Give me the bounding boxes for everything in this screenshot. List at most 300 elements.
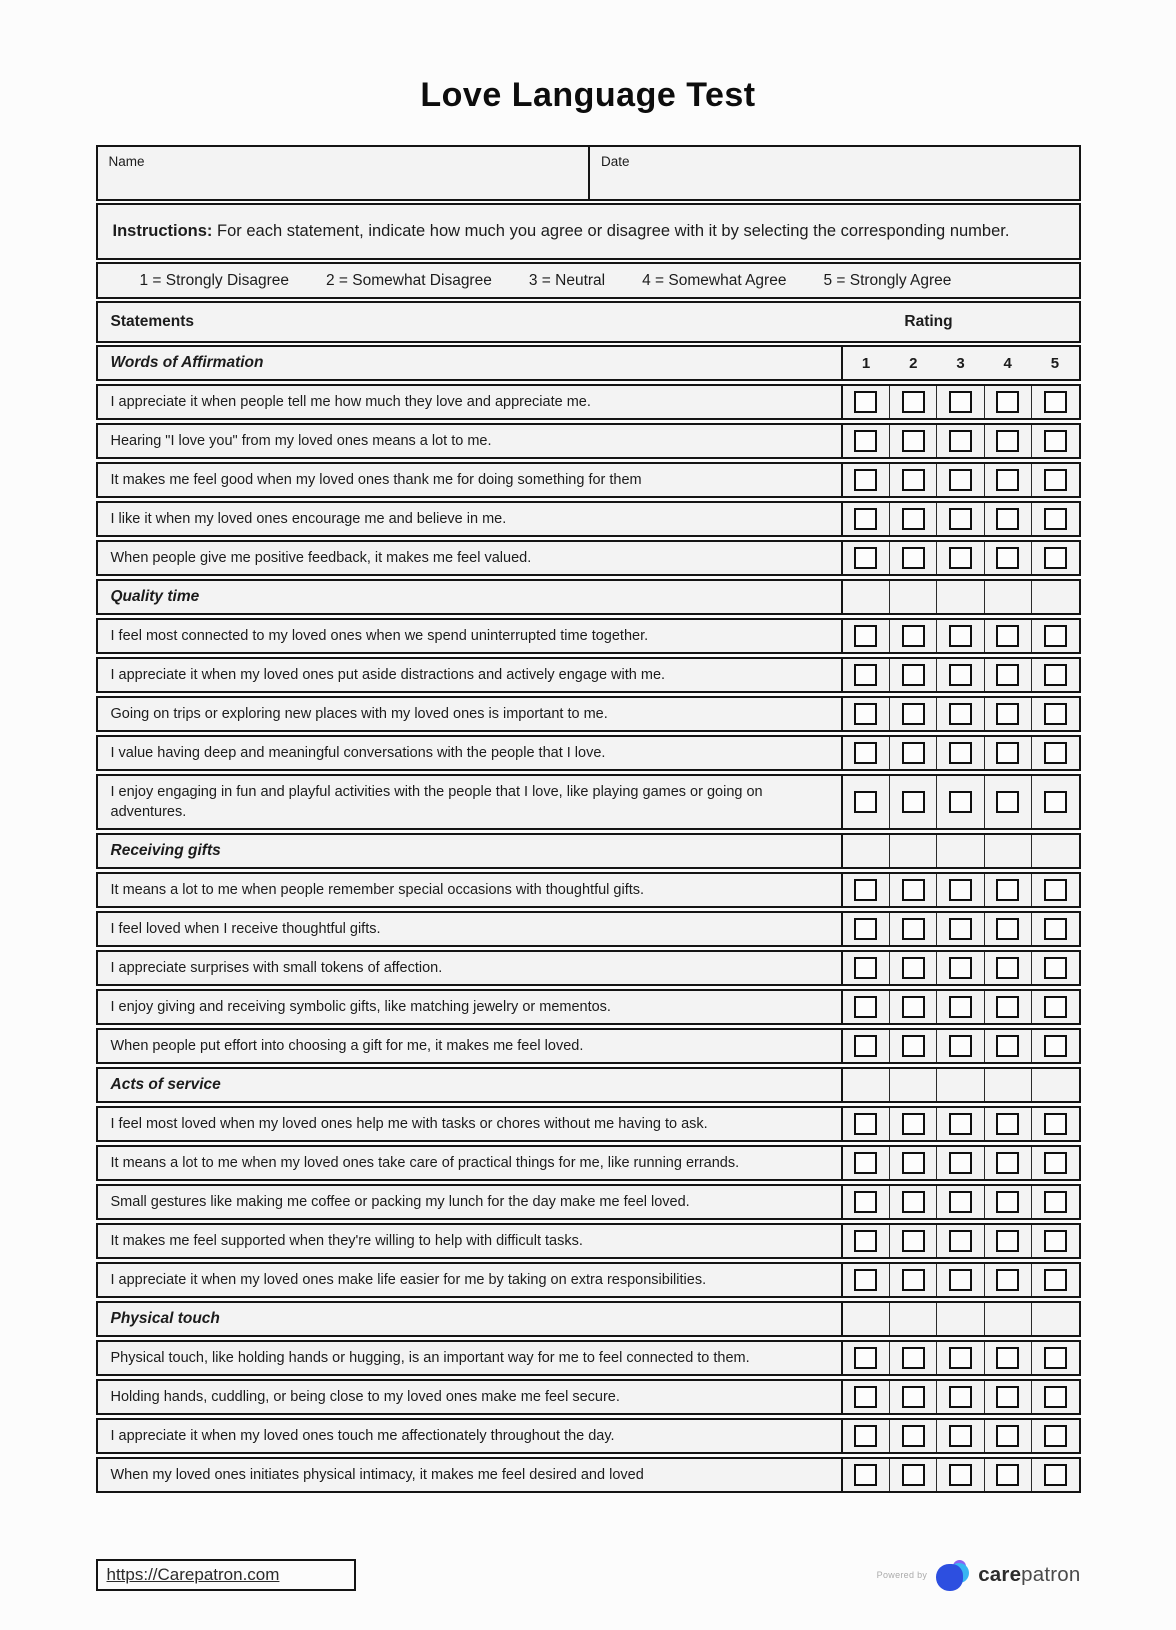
scale-legend [96, 262, 1081, 299]
rating-checkbox[interactable] [854, 1347, 877, 1369]
rating-cell-2 [889, 620, 936, 652]
rating-cell-2 [889, 1420, 936, 1452]
rating-checkbox[interactable] [1044, 1386, 1067, 1408]
rating-checkbox[interactable] [1044, 1152, 1067, 1174]
rating-cell-1 [843, 503, 889, 535]
rating-checkbox[interactable] [854, 508, 877, 530]
rating-cell-5 [1031, 425, 1078, 457]
statement-label: I feel loved when I receive thoughtful gifts. [110, 921, 381, 937]
empty-rating-cell [1031, 581, 1078, 613]
rating-checkbox[interactable] [854, 1425, 877, 1447]
rating-cell-1 [843, 1381, 889, 1413]
rating-cells [841, 1342, 1079, 1374]
rating-checkbox[interactable] [949, 1035, 972, 1057]
statement-text [98, 991, 841, 1023]
statement-row [96, 911, 1081, 947]
rating-checkbox[interactable] [1044, 1425, 1067, 1447]
statement-text [98, 698, 841, 730]
section-row [96, 833, 1081, 869]
rating-checkbox[interactable] [996, 1152, 1019, 1174]
rating-cell-2 [889, 1342, 936, 1374]
rating-checkbox[interactable] [996, 1347, 1019, 1369]
statement-row [96, 1028, 1081, 1064]
rating-cell-3 [936, 1186, 983, 1218]
scale-legend-item: 3 = Neutral [528, 271, 606, 289]
rating-checkbox[interactable] [949, 508, 972, 530]
rating-checkbox[interactable] [1044, 1464, 1067, 1486]
rating-checkbox[interactable] [902, 996, 925, 1018]
rating-checkbox[interactable] [949, 996, 972, 1018]
rating-checkbox[interactable] [902, 703, 925, 725]
name-field[interactable] [98, 147, 589, 199]
rating-cell-3 [936, 386, 983, 418]
rating-checkbox[interactable] [949, 742, 972, 764]
date-field[interactable] [588, 147, 1079, 199]
statement-text [98, 659, 841, 691]
rating-checkbox[interactable] [1044, 791, 1067, 813]
rating-checkbox[interactable] [854, 547, 877, 569]
rating-checkbox[interactable] [902, 742, 925, 764]
rating-cell-2 [889, 1147, 936, 1179]
rating-cell-4 [984, 542, 1031, 574]
rating-checkbox[interactable] [1044, 1035, 1067, 1057]
rating-cell-4 [984, 1186, 1031, 1218]
rating-cell-5 [1031, 542, 1078, 574]
rating-checkbox[interactable] [854, 664, 877, 686]
rating-cell-4 [984, 1264, 1031, 1296]
statement-row [96, 1262, 1081, 1298]
rating-checkbox[interactable] [854, 742, 877, 764]
rating-checkbox[interactable] [996, 1269, 1019, 1291]
rating-checkbox[interactable] [902, 430, 925, 452]
empty-rating-cell [889, 835, 936, 867]
rating-cell-1 [843, 991, 889, 1023]
empty-rating-cell [843, 1069, 889, 1101]
rating-cell-3 [936, 1030, 983, 1062]
rating-cell-4 [984, 1459, 1031, 1491]
rating-cell-2 [889, 737, 936, 769]
statement-text [98, 464, 841, 496]
rating-checkbox[interactable] [949, 1113, 972, 1135]
statement-text [98, 1459, 841, 1491]
rating-cells [841, 1108, 1079, 1140]
rating-cell-2 [889, 1225, 936, 1257]
rating-checkbox[interactable] [902, 1191, 925, 1213]
section-title: Words of Affirmation [110, 354, 264, 371]
rating-cell-3 [936, 1420, 983, 1452]
rating-cell-4 [984, 1381, 1031, 1413]
rating-checkbox[interactable] [1044, 703, 1067, 725]
rating-cell-5 [1031, 737, 1078, 769]
statement-text [98, 1108, 841, 1140]
statement-label: Going on trips or exploring new places with my loved ones is important to me. [110, 706, 608, 722]
rating-checkbox[interactable] [854, 391, 877, 413]
statement-row [96, 1340, 1081, 1376]
statement-row [96, 989, 1081, 1025]
rating-checkbox[interactable] [902, 1113, 925, 1135]
statement-label: I appreciate it when my loved ones touch me affectionately throughout the day. [110, 1428, 615, 1444]
rating-numbers-strip [841, 347, 1079, 379]
rating-cell-5 [1031, 1186, 1078, 1218]
rating-cell-4 [984, 464, 1031, 496]
rating-checkbox[interactable] [996, 918, 1019, 940]
rating-checkbox[interactable] [902, 791, 925, 813]
rating-cell-1 [843, 874, 889, 906]
rating-checkbox[interactable] [996, 879, 1019, 901]
statement-label: Hearing "I love you" from my loved ones means a lot to me. [110, 433, 492, 449]
statement-row [96, 618, 1081, 654]
rating-cell-4 [984, 503, 1031, 535]
rating-cell-1 [843, 1342, 889, 1374]
rating-cells [841, 913, 1079, 945]
rating-checkbox[interactable] [996, 625, 1019, 647]
rating-checkbox[interactable] [949, 879, 972, 901]
empty-rating-cell [843, 581, 889, 613]
rating-checkbox[interactable] [949, 664, 972, 686]
rating-level-label: 3 [956, 354, 965, 372]
rating-checkbox[interactable] [902, 1386, 925, 1408]
rating-checkbox[interactable] [854, 1386, 877, 1408]
rating-cells [841, 620, 1079, 652]
rating-checkbox[interactable] [1044, 430, 1067, 452]
rating-cells [841, 1459, 1079, 1491]
date-label: Date [601, 154, 630, 169]
statement-label: Holding hands, cuddling, or being close to my loved ones make me feel secure. [110, 1389, 620, 1405]
carepatron-wordmark [978, 1563, 1080, 1587]
rating-cell-4 [984, 1420, 1031, 1452]
rating-cell-1 [843, 1186, 889, 1218]
rating-checkbox[interactable] [949, 1191, 972, 1213]
rating-checkbox[interactable] [949, 1386, 972, 1408]
empty-rating-cell [1031, 835, 1078, 867]
rating-checkbox[interactable] [854, 996, 877, 1018]
rating-checkbox[interactable] [996, 1113, 1019, 1135]
rating-checkbox[interactable] [949, 391, 972, 413]
rating-checkbox[interactable] [996, 1035, 1019, 1057]
rating-checkbox[interactable] [996, 1464, 1019, 1486]
empty-rating-cell [936, 581, 983, 613]
rating-checkbox[interactable] [854, 430, 877, 452]
rating-checkbox[interactable] [949, 1269, 972, 1291]
rating-cell-5 [1031, 874, 1078, 906]
rating-checkbox[interactable] [902, 1152, 925, 1174]
rating-checkbox[interactable] [902, 508, 925, 530]
statement-row [96, 1106, 1081, 1142]
rating-cell-1 [843, 386, 889, 418]
rating-checkbox[interactable] [902, 547, 925, 569]
rating-cell-3 [936, 698, 983, 730]
rating-cell-3 [936, 991, 983, 1023]
name-label: Name [108, 154, 145, 169]
rating-checkbox[interactable] [854, 703, 877, 725]
name-date-row [96, 145, 1081, 201]
rating-checkbox[interactable] [1044, 879, 1067, 901]
rating-checkbox[interactable] [902, 1035, 925, 1057]
rating-cell-1 [843, 1030, 889, 1062]
rating-checkbox[interactable] [949, 1464, 972, 1486]
rating-cells [841, 1030, 1079, 1062]
rating-cell-3 [936, 776, 983, 828]
rating-checkbox[interactable] [854, 791, 877, 813]
rating-checkbox[interactable] [902, 1347, 925, 1369]
statement-row [96, 423, 1081, 459]
rating-cell-3 [936, 874, 983, 906]
statement-text [98, 425, 841, 457]
statement-label: It means a lot to me when people remember special occasions with thoughtful gifts. [110, 882, 645, 898]
rating-checkbox[interactable] [996, 508, 1019, 530]
rating-cell-3 [936, 952, 983, 984]
statement-label: I value having deep and meaningful conversations with the people that I love. [110, 745, 606, 761]
rating-checkbox[interactable] [949, 625, 972, 647]
empty-rating-cell [984, 1069, 1031, 1101]
rating-cell-2 [889, 874, 936, 906]
rating-checkbox[interactable] [1044, 996, 1067, 1018]
rating-cell-2 [889, 1108, 936, 1140]
statement-label: I appreciate it when people tell me how much they love and appreciate me. [110, 394, 591, 410]
rating-checkbox[interactable] [854, 1464, 877, 1486]
statement-text [98, 1147, 841, 1179]
rating-cell-2 [889, 776, 936, 828]
table-header-row [96, 301, 1081, 343]
rating-cells [841, 1147, 1079, 1179]
rating-cell-4 [984, 991, 1031, 1023]
rating-checkbox[interactable] [996, 957, 1019, 979]
empty-rating-cell [936, 835, 983, 867]
rating-checkbox[interactable] [949, 1152, 972, 1174]
rating-cells [841, 542, 1079, 574]
rating-cell-5 [1031, 1342, 1078, 1374]
rating-cells [841, 464, 1079, 496]
rating-cell-2 [889, 1186, 936, 1218]
section-title: Acts of service [110, 1076, 221, 1093]
section-title: Quality time [110, 588, 200, 605]
rating-cell-5 [1031, 1225, 1078, 1257]
rating-cell-5 [1031, 1381, 1078, 1413]
rating-cell-4 [984, 1225, 1031, 1257]
rating-checkbox[interactable] [996, 1191, 1019, 1213]
rating-cell-3 [936, 737, 983, 769]
rating-checkbox[interactable] [949, 1425, 972, 1447]
rating-cell-4 [984, 659, 1031, 691]
rating-checkbox[interactable] [1044, 469, 1067, 491]
rating-checkbox[interactable] [949, 1230, 972, 1252]
rating-checkbox[interactable] [854, 1269, 877, 1291]
rating-cells [841, 991, 1079, 1023]
rating-cell-1 [843, 952, 889, 984]
statement-label: I enjoy giving and receiving symbolic gifts, like matching jewelry or mementos. [110, 999, 611, 1015]
statement-text [98, 1264, 841, 1296]
rating-checkbox[interactable] [996, 703, 1019, 725]
form-body [96, 145, 1081, 1591]
statement-text [98, 542, 841, 574]
empty-rating-cell [936, 1069, 983, 1101]
rating-cell-3 [936, 464, 983, 496]
rating-checkbox[interactable] [1044, 1230, 1067, 1252]
rating-cell-2 [889, 913, 936, 945]
rating-checkbox[interactable] [996, 391, 1019, 413]
empty-rating-cell [889, 1069, 936, 1101]
rating-cells [841, 698, 1079, 730]
empty-rating-cell [936, 1303, 983, 1335]
rating-cell-1 [843, 1147, 889, 1179]
rating-checkbox[interactable] [949, 703, 972, 725]
rating-checkbox[interactable] [1044, 664, 1067, 686]
statement-text [98, 620, 841, 652]
rating-cell-2 [889, 1264, 936, 1296]
rating-checkbox[interactable] [1044, 1269, 1067, 1291]
rating-level-label: 5 [1050, 354, 1060, 372]
rating-cell-5 [1031, 1108, 1078, 1140]
statement-label: I enjoy engaging in fun and playful activities with the people that I love, like playing games or going on adventures. [110, 784, 763, 820]
rating-checkbox[interactable] [949, 918, 972, 940]
rating-cell-4 [984, 1342, 1031, 1374]
rating-checkbox[interactable] [854, 469, 877, 491]
rating-checkbox[interactable] [1044, 1191, 1067, 1213]
rating-checkbox[interactable] [902, 918, 925, 940]
rating-cell-1 [843, 913, 889, 945]
empty-rating-cell [889, 581, 936, 613]
rating-checkbox[interactable] [949, 469, 972, 491]
statement-row [96, 540, 1081, 576]
rating-cell-5 [1031, 503, 1078, 535]
rating-cell-2 [889, 952, 936, 984]
empty-rating-cell [984, 1303, 1031, 1335]
statement-text [98, 1381, 841, 1413]
rating-checkbox[interactable] [1044, 742, 1067, 764]
rating-checkbox[interactable] [902, 957, 925, 979]
rating-checkbox[interactable] [902, 469, 925, 491]
rating-checkbox[interactable] [902, 1464, 925, 1486]
rating-cells [841, 874, 1079, 906]
rating-cell-1 [843, 464, 889, 496]
rating-cell-5 [1031, 952, 1078, 984]
statement-text [98, 1420, 841, 1452]
rating-checkbox[interactable] [902, 391, 925, 413]
rating-cell-1 [843, 425, 889, 457]
rating-checkbox[interactable] [996, 742, 1019, 764]
carepatron-link[interactable]: https://Carepatron.com [106, 1565, 280, 1584]
statements-table [96, 345, 1081, 1493]
rating-checkbox[interactable] [854, 1035, 877, 1057]
statement-text [98, 1030, 841, 1062]
rating-checkbox[interactable] [949, 547, 972, 569]
rating-checkbox[interactable] [1044, 957, 1067, 979]
rating-checkbox[interactable] [1044, 1113, 1067, 1135]
footer [96, 1559, 1081, 1591]
statement-text [98, 1186, 841, 1218]
statement-row [96, 872, 1081, 908]
rating-cell-2 [889, 464, 936, 496]
rating-checkbox[interactable] [902, 879, 925, 901]
rating-cell-3 [936, 1381, 983, 1413]
rating-cell-4 [984, 776, 1031, 828]
rating-checkbox[interactable] [996, 469, 1019, 491]
rating-checkbox[interactable] [949, 957, 972, 979]
statement-row [96, 501, 1081, 537]
rating-checkbox[interactable] [1044, 391, 1067, 413]
rating-checkbox[interactable] [854, 957, 877, 979]
rating-checkbox[interactable] [1044, 508, 1067, 530]
statement-text [98, 503, 841, 535]
rating-checkbox[interactable] [949, 1347, 972, 1369]
rating-checkbox[interactable] [902, 664, 925, 686]
rating-cell-5 [1031, 1147, 1078, 1179]
statement-row [96, 384, 1081, 420]
rating-checkbox[interactable] [1044, 547, 1067, 569]
rating-checkbox[interactable] [1044, 1347, 1067, 1369]
rating-cell-3 [936, 1225, 983, 1257]
empty-rating-cell [1031, 1069, 1078, 1101]
rating-checkbox[interactable] [902, 1425, 925, 1447]
rating-checkbox[interactable] [996, 791, 1019, 813]
rating-checkbox[interactable] [996, 664, 1019, 686]
rating-checkbox[interactable] [949, 430, 972, 452]
rating-checkbox[interactable] [854, 1191, 877, 1213]
rating-checkbox[interactable] [854, 879, 877, 901]
rating-cell-3 [936, 425, 983, 457]
rating-cells [841, 503, 1079, 535]
rating-checkbox[interactable] [949, 791, 972, 813]
rating-cell-4 [984, 737, 1031, 769]
rating-cell-4 [984, 913, 1031, 945]
rating-checkbox[interactable] [1044, 918, 1067, 940]
statement-label: I feel most loved when my loved ones help me with tasks or chores without me having to ask. [110, 1116, 708, 1132]
rating-cell-2 [889, 1030, 936, 1062]
rating-cells [841, 1225, 1079, 1257]
rating-checkbox[interactable] [996, 1425, 1019, 1447]
rating-checkbox[interactable] [854, 1113, 877, 1135]
rating-cell-1 [843, 776, 889, 828]
rating-cells [841, 1381, 1079, 1413]
rating-checkbox[interactable] [996, 1230, 1019, 1252]
rating-checkbox[interactable] [902, 1269, 925, 1291]
rating-checkbox[interactable] [902, 625, 925, 647]
rating-cell-5 [1031, 913, 1078, 945]
rating-checkbox[interactable] [854, 918, 877, 940]
rating-level-label: 2 [909, 354, 918, 372]
rating-checkbox[interactable] [902, 1230, 925, 1252]
instructions-box [96, 203, 1081, 260]
statement-label: I appreciate it when my loved ones put aside distractions and actively engage with me. [110, 667, 666, 683]
statement-row [96, 1223, 1081, 1259]
statement-text [98, 1342, 841, 1374]
empty-rating-cell [843, 1303, 889, 1335]
rating-cell-5 [1031, 659, 1078, 691]
rating-cell-2 [889, 659, 936, 691]
rating-checkbox[interactable] [854, 1230, 877, 1252]
rating-checkbox[interactable] [996, 547, 1019, 569]
rating-cells [841, 1420, 1079, 1452]
rating-checkbox[interactable] [854, 1152, 877, 1174]
rating-cells [841, 737, 1079, 769]
rating-cell-2 [889, 1459, 936, 1491]
rating-cell-3 [936, 1264, 983, 1296]
rating-checkbox[interactable] [996, 430, 1019, 452]
rating-checkbox[interactable] [1044, 625, 1067, 647]
statement-label: It makes me feel supported when they're willing to help with difficult tasks. [110, 1233, 583, 1249]
rating-checkbox[interactable] [996, 1386, 1019, 1408]
rating-cell-1 [843, 737, 889, 769]
rating-cell-2 [889, 991, 936, 1023]
instructions-text: For each statement, indicate how much you agree or disagree with it by selecting the corresponding number. [212, 222, 1010, 240]
rating-cell-5 [1031, 1420, 1078, 1452]
rating-checkbox[interactable] [996, 996, 1019, 1018]
rating-checkbox[interactable] [854, 625, 877, 647]
rating-cell-4 [984, 698, 1031, 730]
rating-cell-5 [1031, 620, 1078, 652]
section-title: Physical touch [110, 1310, 220, 1327]
statement-row [96, 462, 1081, 498]
